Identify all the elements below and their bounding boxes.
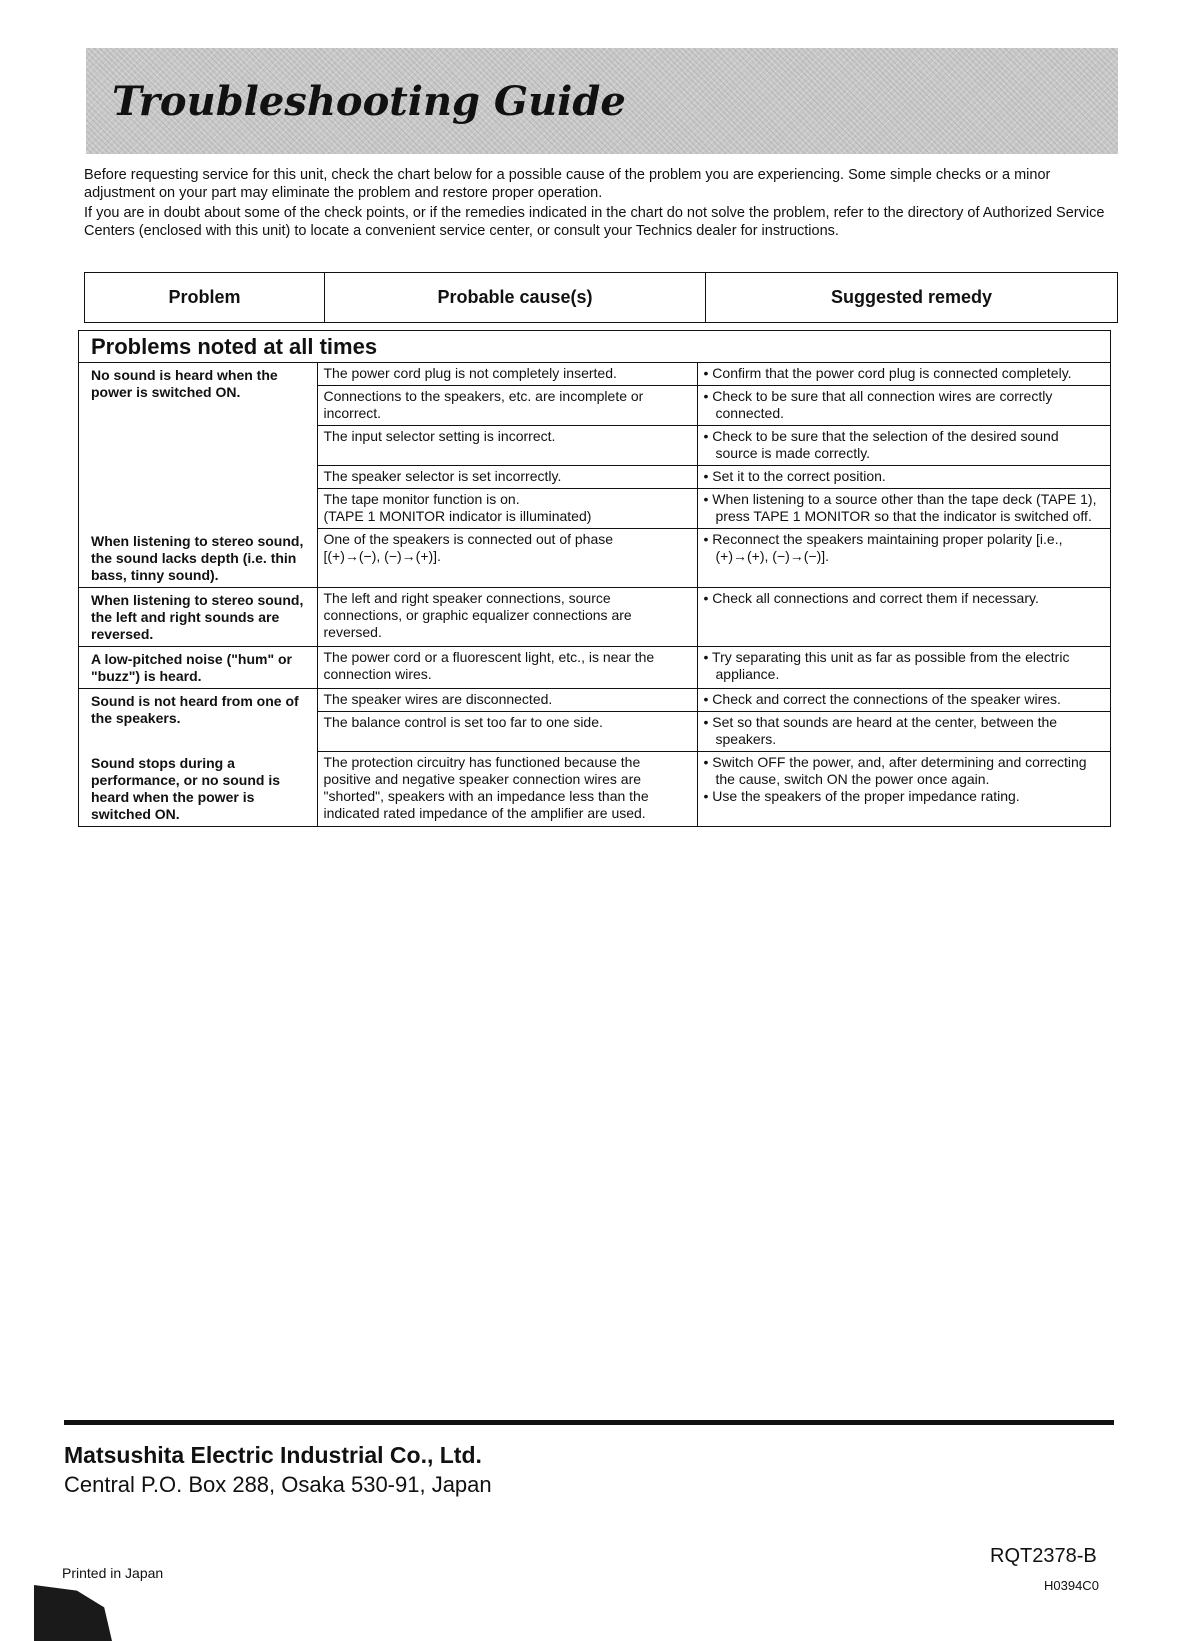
remedy-item: • Check to be sure that the selection of the desired sound source is made correctly. — [703, 428, 1059, 461]
cause-cell: The speaker selector is set incorrectly. — [317, 466, 697, 489]
remedy-cell — [697, 711, 1110, 751]
print-code: H0394C0 — [1044, 1578, 1099, 1593]
problem-cell: Sound stops during a performance, or no sound is heard when the power is switched ON. — [79, 751, 317, 826]
cause-cell: The protection circuitry has functioned because the positive and negative speaker connection wires are "shorted", speakers with an impedance less than the indicated rated impedance of the amplifier are used. — [317, 751, 697, 826]
intro-paragraph-1: Before requesting service for this unit, check the chart below for a possible cause of the problem you are experiencing. Some simple checks or a minor adjustment on your part may eliminate the problem and restore proper operation. — [84, 167, 1051, 201]
problem-cell: No sound is heard when the power is switched ON. — [79, 363, 317, 529]
remedy-cell — [697, 587, 1110, 646]
remedy-cell — [697, 751, 1110, 826]
title-banner — [86, 48, 1118, 154]
remedy-item: • Use the speakers of the proper impedance rating. — [703, 787, 1020, 804]
document-number: RQT2378-B — [990, 1545, 1097, 1567]
cause-cell: Connections to the speakers, etc. are incomplete or incorrect. — [317, 386, 697, 426]
intro-paragraph-2: If you are in doubt about some of the check points, or if the remedies indicated in the chart do not solve the problem, refer to the directory of Authorized Service Centers (enclosed with this unit) to locate a convenient service center, or consult your Technics dealer for instructions. — [84, 205, 1105, 239]
header-cause: Probable cause(s) — [325, 273, 706, 322]
remedy-cell — [697, 386, 1110, 426]
problem-cell: A low-pitched noise ("hum" or "buzz") is heard. — [79, 646, 317, 688]
remedy-item: • Try separating this unit as far as possible from the electric appliance. — [703, 648, 1070, 682]
cause-cell: The power cord plug is not completely inserted. — [317, 363, 697, 386]
table-row — [79, 587, 1110, 646]
remedy-item: • Check to be sure that all connection wires are correctly connected. — [703, 388, 1053, 421]
header-remedy: Suggested remedy — [830, 287, 993, 307]
footer-divider — [64, 1420, 1114, 1425]
remedy-item: • Check and correct the connections of the speaker wires. — [703, 690, 1061, 707]
problem-cell: When listening to stereo sound, the sound lacks depth (i.e. thin bass, tinny sound). — [79, 529, 317, 588]
troubleshooting-rows — [79, 363, 1110, 826]
table-row — [79, 529, 1110, 588]
scan-artifact — [34, 1585, 112, 1641]
remedy-cell — [697, 363, 1110, 386]
table-row — [79, 363, 1110, 386]
cause-cell: The speaker wires are disconnected. — [317, 688, 697, 711]
remedy-cell — [697, 529, 1110, 588]
printed-in-label: Printed in Japan — [62, 1565, 164, 1581]
remedy-cell — [697, 426, 1110, 466]
cause-cell: The balance control is set too far to one side. — [317, 711, 697, 751]
section-title: Problems noted at all times — [79, 331, 1110, 363]
header-problem: Problem — [85, 273, 325, 322]
troubleshooting-table — [78, 330, 1111, 827]
table-row — [79, 751, 1110, 826]
intro-text — [84, 166, 1120, 242]
table-header — [84, 272, 1118, 323]
remedy-item: • Reconnect the speakers maintaining proper polarity [i.e., (+)→(+), (−)→(−)]. — [703, 531, 1063, 564]
remedy-item: • Confirm that the power cord plug is connected completely. — [703, 365, 1072, 381]
table-row — [79, 646, 1110, 688]
remedy-cell — [697, 688, 1110, 711]
company-name: Matsushita Electric Industrial Co., Ltd. — [64, 1442, 482, 1468]
remedy-cell — [697, 646, 1110, 688]
remedy-item: • Check all connections and correct them if necessary. — [703, 589, 1039, 606]
page-title: Troubleshooting Guide — [112, 78, 626, 125]
cause-cell: The left and right speaker connections, source connections, or graphic equalizer connections are reversed. — [317, 587, 697, 646]
cause-cell: One of the speakers is connected out of phase [(+)→(−), (−)→(+)]. — [317, 529, 697, 588]
remedy-cell — [697, 489, 1110, 529]
cause-cell: The input selector setting is incorrect. — [317, 426, 697, 466]
problem-cell: Sound is not heard from one of the speakers. — [79, 688, 317, 751]
cause-cell: The power cord or a fluorescent light, etc., is near the connection wires. — [317, 646, 697, 688]
table-row — [79, 688, 1110, 711]
company-address: Central P.O. Box 288, Osaka 530-91, Japan — [64, 1472, 492, 1497]
remedy-cell — [697, 466, 1110, 489]
cause-cell: The tape monitor function is on. (TAPE 1 MONITOR indicator is illuminated) — [317, 489, 697, 529]
remedy-item: • Set it to the correct position. — [703, 468, 886, 484]
remedy-item: • Set so that sounds are heard at the center, between the speakers. — [703, 713, 1058, 747]
remedy-item: • When listening to a source other than the tape deck (TAPE 1), press TAPE 1 MONITOR so that the indicator is switched off. — [703, 491, 1097, 524]
remedy-item: • Switch OFF the power, and, after determining and correcting the cause, switch ON the power once again. — [703, 753, 1087, 787]
problem-cell: When listening to stereo sound, the left and right sounds are reversed. — [79, 587, 317, 646]
